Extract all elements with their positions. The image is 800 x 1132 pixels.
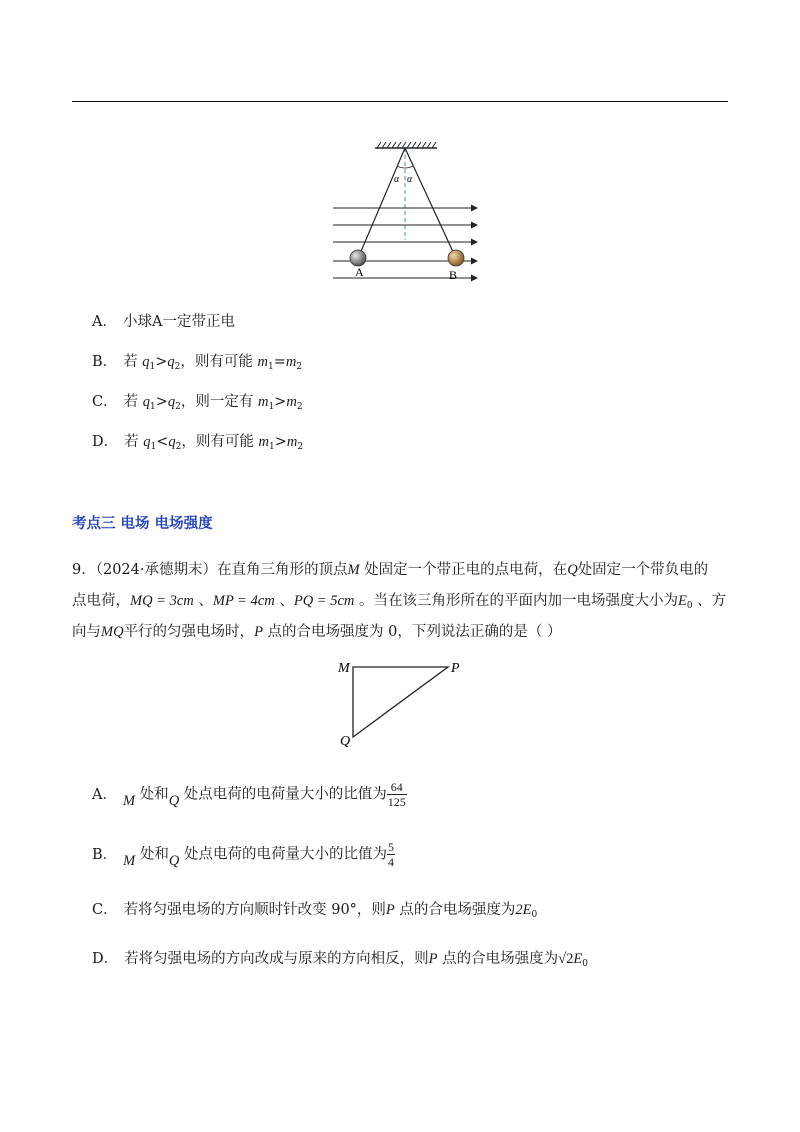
ball-a-label: A (355, 265, 364, 279)
option-q9-a: A． M 处和Q 处点电荷的电荷量大小的比值为 $\frac{64}{125}$ (92, 780, 406, 809)
header-rule (72, 101, 728, 102)
option-prev-a: A． 小球A一定带正电 (92, 314, 235, 330)
fraction-5-4: $\frac{5}{4}$ (387, 840, 394, 869)
vertex-m-label: M (338, 661, 350, 676)
vertex-q-label: Q (340, 734, 351, 749)
question-9-line-3: 向与MQ平行的匀强电场时，P 点的合电场强度为 0，下列说法正确的是（ ） (72, 624, 562, 640)
ball-b (448, 250, 464, 266)
option-prev-d: D． 若 $q_1<q_2$，则有可能 $m_1>m_2$ (92, 434, 304, 452)
ball-b-label: B (449, 268, 458, 282)
ball-a (350, 250, 366, 266)
figure-charged-balls (325, 140, 485, 285)
option-q9-c: C． 若将匀强电场的方向顺时针改变 90°，则P 点的合电场强度为$2E_0$ (92, 902, 538, 920)
section-heading: 考点三 电场 电场强度 (72, 516, 213, 532)
option-q9-b: B． M 处和Q 处点电荷的电荷量大小的比值为 $\frac{5}{4}$ (92, 840, 394, 869)
figure-right-triangle (330, 655, 470, 750)
fraction-64-125: $\frac{64}{125}$ (387, 780, 406, 809)
question-9-line-2: 点电荷，MQ = 3cm 、MP = 4cm 、PQ = 5cm 。当在该三角形所在的平面内加一电场强度大小为$E_0$ 、方 (72, 593, 727, 611)
question-9-line-1: 9．（2024·承德期末）在直角三角形的顶点M 处固定一个带正电的点电荷，在Q处固定一个带负电的 (72, 562, 709, 578)
option-prev-c: C． 若 $q_1>q_2$，则一定有 $m_1>m_2$ (92, 394, 303, 412)
option-q9-d: D． 若将匀强电场的方向改成与原来的方向相反，则P 点的合电场强度为$√2E_0$ (92, 951, 588, 969)
option-prev-b: B． 若 $q_1>q_2$，则有可能 $m_1=m_2$ (92, 354, 303, 372)
vertex-p-label: P (451, 661, 460, 676)
angle-label-right: α (407, 174, 413, 185)
angle-label-left: α (394, 174, 400, 185)
